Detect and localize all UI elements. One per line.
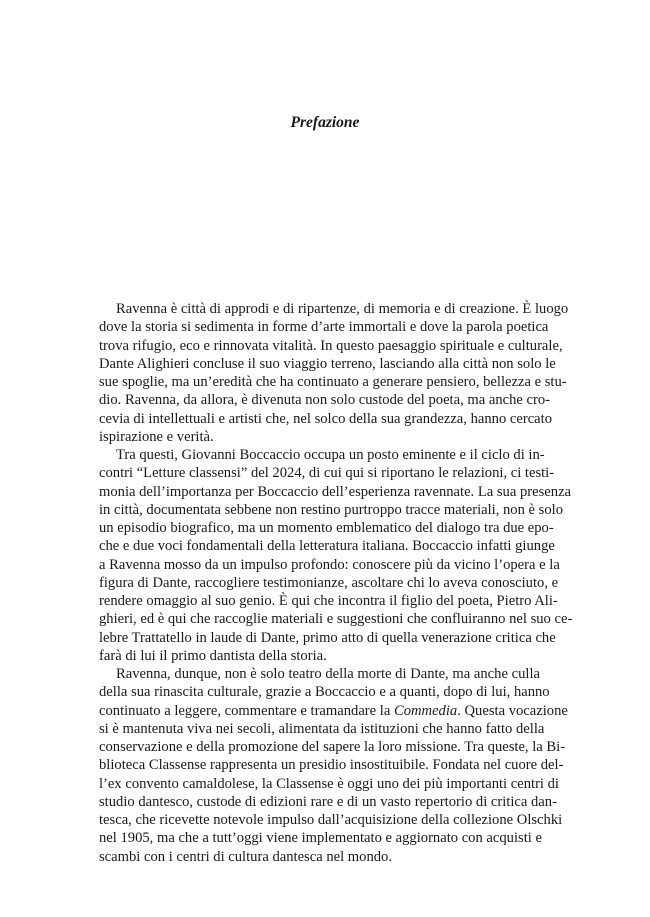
text-line: dio. Ravenna, da allora, è divenuta non solo custode del poeta, ma anche cro- bbox=[99, 392, 551, 409]
text-line: conservazione e della promozione del sapere la loro missione. Tra queste, la Bi- bbox=[99, 739, 566, 755]
text-fragment: . Questa vocazione bbox=[457, 702, 568, 719]
text-line: trova rifugio, eco e rinnovata vitalità. In questo paesaggio spirituale e culturale, bbox=[99, 337, 563, 354]
text-line: monia dell’importanza per Boccaccio dell’esperienza ravennate. La sua presenza bbox=[99, 483, 572, 500]
text-line: ispirazione e verità. bbox=[99, 428, 214, 445]
text-line: nel 1905, ma che a tutt’oggi viene implementato e aggiornato con acquisti e bbox=[99, 830, 542, 847]
text-line: scambi con i centri di cultura dantesca nel mondo. bbox=[99, 848, 392, 865]
text-line: blioteca Classense rappresenta un presidio insostituibile. Fondata nel cuore del- bbox=[99, 757, 564, 774]
paragraph-1 bbox=[99, 300, 569, 446]
text-line: farà di lui il primo dantista della storia. bbox=[99, 647, 327, 664]
text-line: rendere omaggio al suo genio. È qui che incontra il figlio del poeta, Pietro Ali- bbox=[99, 593, 558, 609]
text-line: dove la storia si sedimenta in forme d’arte immortali e dove la parola poetica bbox=[99, 319, 549, 336]
text-line: Tra questi, Giovanni Boccaccio occupa un posto eminente e il ciclo di in- bbox=[116, 447, 545, 463]
text-line: l’ex convento camaldolese, la Classense è oggi uno dei più importanti centri di bbox=[99, 775, 559, 792]
text-line: sue spoglie, ma un’eredità che ha continuato a generare pensiero, bellezza e stu- bbox=[99, 374, 567, 390]
text-line: cevia di intellettuali e artisti che, nel solco della sua grandezza, hanno cercato bbox=[99, 410, 553, 427]
text-line: Ravenna, dunque, non è solo teatro della morte di Dante, ma anche culla bbox=[116, 666, 540, 682]
text-line: che e due voci fondamentali della letteratura italiana. Boccaccio infatti giunge bbox=[99, 538, 555, 555]
text-line: a Ravenna mosso da un impulso profondo: conoscere più da vicino l’opera e la bbox=[99, 556, 560, 573]
page-title: Prefazione bbox=[290, 114, 360, 131]
text-line: studio dantesco, custode di edizioni rare e di un vasto repertorio di critica dan- bbox=[99, 793, 557, 810]
paragraph-2 bbox=[99, 446, 573, 665]
text-line: ghieri, ed è qui che raccoglie materiali e suggestioni che confluiranno nel suo ce- bbox=[99, 611, 573, 628]
text-line: contri “Letture classensi” del 2024, di cui qui si riportano le relazioni, ci testi- bbox=[99, 465, 555, 482]
text-line: Dante Alighieri concluse il suo viaggio terreno, lasciando alla città non solo le bbox=[99, 355, 556, 372]
text-line: lebre Trattatello in laude di Dante, primo atto di quella venerazione critica che bbox=[99, 629, 556, 646]
italic-title: Commedia bbox=[393, 702, 458, 719]
text-line-with-italic bbox=[99, 702, 568, 720]
text-line: in città, documentata sebbene non restino purtroppo tracce materiali, non è solo bbox=[99, 501, 564, 518]
text-line: figura di Dante, raccogliere testimonianze, ascoltare chi lo aveva conosciuto, e bbox=[99, 574, 559, 591]
text-line: tesca, che ricevette notevole impulso dall’acquisizione della collezione Olschki bbox=[99, 812, 563, 828]
body-text bbox=[99, 300, 573, 866]
text-line: si è mantenuta viva nei secoli, alimentata da istituzioni che hanno fatto della bbox=[99, 720, 545, 737]
text-fragment: continuato a leggere, commentare e tramandare la bbox=[99, 702, 394, 719]
paragraph-3 bbox=[99, 665, 568, 866]
text-line: della sua rinascita culturale, grazie a Boccaccio e a quanti, dopo di lui, hanno bbox=[99, 684, 550, 701]
text-line: un episodio biografico, ma un momento emblematico del dialogo tra due epo- bbox=[99, 520, 554, 536]
text-line: Ravenna è città di approdi e di ripartenze, di memoria e di creazione. È luogo bbox=[116, 301, 569, 317]
